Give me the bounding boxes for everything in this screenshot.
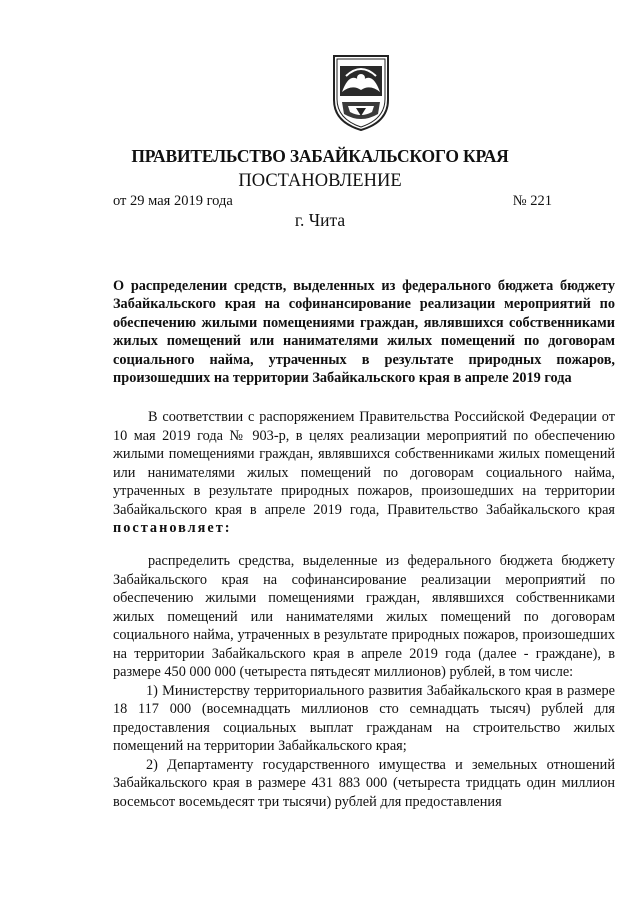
decision-item-1: 1) Министерству территориального развития Забайкальского края в размере 18 117 000 (восемнадцать миллионов сто семнадцать тысяч) рублей для предоставления социальных выплат гражданам на строительство жилых помещений на территории Забайкальского края; [113,682,615,754]
coat-of-arms-emblem-icon [330,52,392,132]
preamble-paragraph [113,408,615,538]
document-title: О распределении средств, выделенных из федерального бюджета бюджету Забайкальского края на софинансирование реализации мероприятий по обеспечению жилыми помещениями граждан, являвшихся собственниками жилых помещений или нанимателями жилых помещений по договорам социального найма, утраченных в результате природных пожаров, произошедших на территории Забайкальского края в апреле 2019 года [113,278,615,387]
preamble-text: В соответствии с распоряжением Правительства Российской Федерации от 10 мая 2019 года № 903-р, в целях реализации мероприятий по обеспечению жилыми помещениями граждан, являвшихся собственниками жилых помещений или нанимателями жилых помещений по договорам социального найма, утраченных в результате природных пожаров, произошедших на территории Забайкальского края в апреле 2019 года, Правительство Забайкальского края [113,409,615,518]
document-city: г. Чита [294,210,346,230]
decision-block [113,552,615,811]
document-number: № 221 [512,193,552,209]
document-type: ПОСТАНОВЛЕНИЕ [238,171,402,191]
decision-intro: распределить средства, выделенные из федерального бюджета бюджету Забайкальского края на софинансирование реализации мероприятий по обеспечению жилыми помещениями граждан, являвшихся собственниками жилых помещений или нанимателями жилых помещений по договорам социального найма, утраченных в результате природных пожаров, произошедших на территории Забайкальского края в апреле 2019 года (далее - граждане), в размере 450 000 000 (четыреста пятьдесят миллионов) рублей, в том числе: [113,553,615,680]
decision-item-2: 2) Департаменту государственного имущества и земельных отношений Забайкальского края в размере 431 883 000 (четыреста тридцать один миллион восемьсот восемьдесят три тысячи) рублей для предоставления [113,756,615,810]
decree-word: постановляет: [113,520,232,536]
organization-name: ПРАВИТЕЛЬСТВО ЗАБАЙКАЛЬСКОГО КРАЯ [131,146,509,166]
document-date: от 29 мая 2019 года [113,193,233,209]
